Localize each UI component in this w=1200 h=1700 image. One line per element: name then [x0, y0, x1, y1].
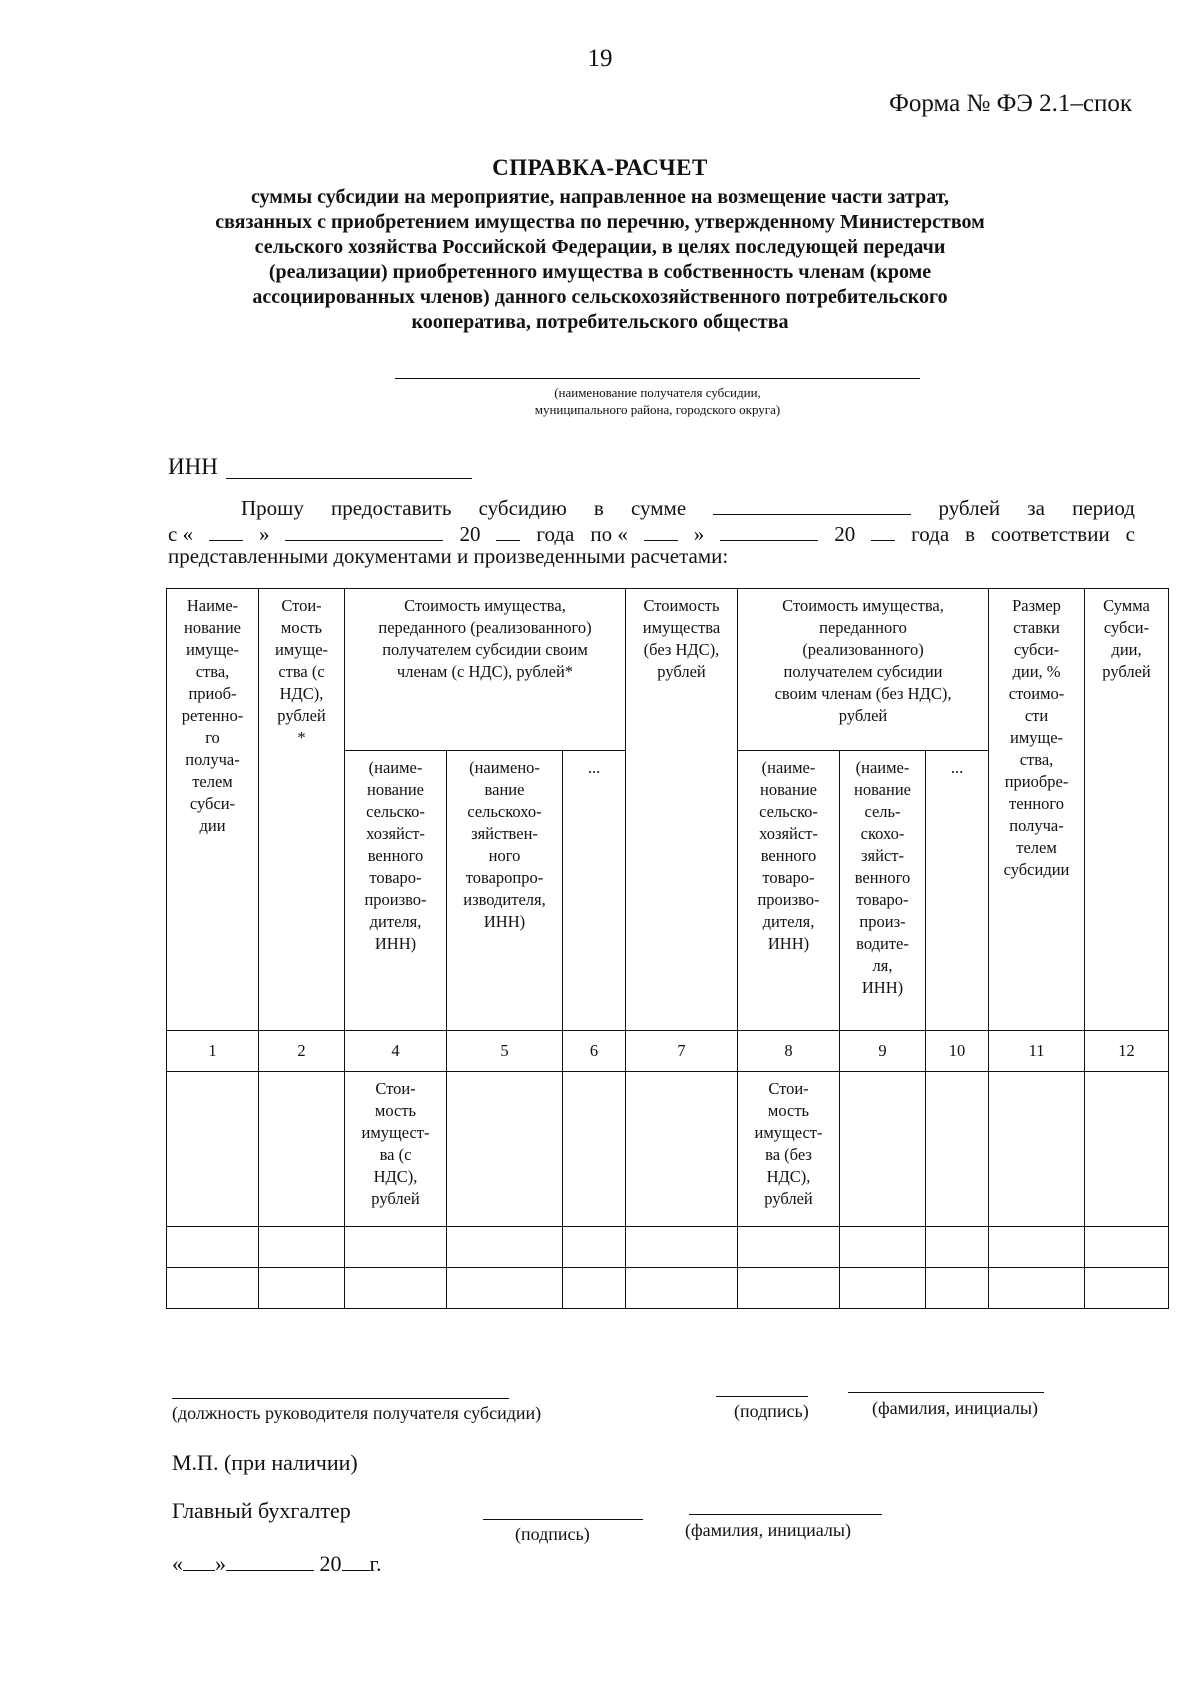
request-word: года: [911, 522, 950, 546]
table-cell[interactable]: [989, 1072, 1085, 1227]
table-cell[interactable]: [447, 1227, 563, 1268]
date-open-quote: «: [172, 1551, 183, 1576]
date-day-field[interactable]: [183, 1548, 215, 1571]
table-cell[interactable]: [259, 1072, 345, 1227]
table-cell[interactable]: [563, 1072, 626, 1227]
signature-field[interactable]: [716, 1396, 808, 1397]
title-line-4: (реализации) приобретенного имущества в собственность членам (кроме: [268, 261, 932, 283]
column-number: 1: [167, 1031, 259, 1072]
request-word: Прошу: [241, 496, 304, 520]
table-cell[interactable]: [989, 1227, 1085, 1268]
header-name: Наиме- нование имуще- ства, приоб- ретенно- го получа- телем субси- дии: [167, 589, 259, 1031]
request-word: с: [1125, 522, 1135, 546]
form-number: Форма № ФЭ 2.1–спок: [889, 90, 1132, 117]
table-cell[interactable]: [989, 1268, 1085, 1309]
header-rate: Размер ставки субси- дии, % стоимо- сти имуще- ства, приобре- тенного получа- телем субсидии: [989, 589, 1085, 1031]
request-paragraph: [168, 493, 1135, 567]
recipient-caption-line-1: (наименование получателя субсидии,: [554, 385, 761, 400]
table-cell[interactable]: [259, 1268, 345, 1309]
column-number: 2: [259, 1031, 345, 1072]
header-group-novat: Стоимость имущества, переданного (реализованного) получателем субсидии своим членам (без НДС), рублей: [738, 589, 989, 751]
table-cell[interactable]: [167, 1268, 259, 1309]
table-cell[interactable]: [626, 1072, 738, 1227]
column-number: 5: [447, 1031, 563, 1072]
table-cell[interactable]: [840, 1227, 926, 1268]
request-line-3: представленными документами и произведенными расчетами:: [168, 544, 729, 568]
header-cost-vat: Стои- мость имуще- ства (с НДС), рублей *: [259, 589, 345, 1031]
table-row: [167, 1227, 1169, 1268]
table-cell[interactable]: [447, 1268, 563, 1309]
start-year-field[interactable]: [496, 519, 520, 541]
document-title: [140, 155, 1060, 335]
header-group-vat: Стоимость имущества, переданного (реализованного) получателем субсидии своим членам (с НДС), рублей*: [345, 589, 626, 751]
date-year-prefix: 20: [319, 1551, 342, 1576]
request-word: по «: [590, 522, 628, 546]
title-line-2: связанных с приобретением имущества по перечню, утвержденному Министерством: [215, 211, 985, 233]
date-line: [172, 1548, 382, 1577]
request-word: »: [693, 522, 705, 546]
date-month-field[interactable]: [226, 1548, 314, 1571]
column-number: 4: [345, 1031, 447, 1072]
name-caption: (фамилия, инициалы): [872, 1398, 1038, 1418]
start-day-field[interactable]: [209, 519, 243, 541]
column-number: 7: [626, 1031, 738, 1072]
date-close-quote: »: [215, 1551, 226, 1576]
request-word: за: [1027, 496, 1045, 520]
start-month-field[interactable]: [285, 519, 443, 541]
recipient-caption-line-2: муниципального района, городского округа): [534, 402, 781, 417]
title-line-3: сельского хозяйства Российской Федерации, в целях последующей передачи: [254, 236, 946, 258]
header-cost-novat: Стоимость имущества (без НДС), рублей: [626, 589, 738, 1031]
title-line-1: суммы субсидии на мероприятие, направленное на возмещение части затрат,: [250, 186, 950, 208]
request-word: 20: [834, 522, 856, 546]
table-cell[interactable]: [926, 1227, 989, 1268]
table-cell[interactable]: [167, 1072, 259, 1227]
table-cell[interactable]: [840, 1268, 926, 1309]
table-cell[interactable]: [259, 1227, 345, 1268]
request-word: предоставить: [331, 496, 452, 520]
table-cell[interactable]: [926, 1072, 989, 1227]
table-cell[interactable]: [1085, 1227, 1169, 1268]
table-row: [167, 1268, 1169, 1309]
title-line-5: ассоциированных членов) данного сельскохозяйственного потребительского: [252, 286, 948, 308]
header-sum: Сумма субси- дии, рублей: [1085, 589, 1169, 1031]
table-cell[interactable]: [345, 1268, 447, 1309]
request-word: в: [965, 522, 976, 546]
table-cell[interactable]: [563, 1268, 626, 1309]
column-number: 6: [563, 1031, 626, 1072]
column-number: 11: [989, 1031, 1085, 1072]
request-word: соответствии: [991, 522, 1110, 546]
request-word: в: [593, 496, 604, 520]
stamp-label: М.П. (при наличии): [172, 1450, 358, 1475]
column-number: 9: [840, 1031, 926, 1072]
header-ellipsis-col6: ...: [563, 751, 626, 1031]
calculation-table: [166, 588, 1169, 1309]
request-word: »: [259, 522, 270, 546]
accountant-signature-caption: (подпись): [515, 1524, 590, 1544]
table-cell[interactable]: [926, 1268, 989, 1309]
column-number: 12: [1085, 1031, 1169, 1072]
amount-field[interactable]: [713, 493, 911, 515]
page-number: 19: [587, 45, 613, 72]
accountant-name-field[interactable]: [689, 1514, 882, 1515]
title-line-6: кооператива, потребительского общества: [411, 311, 789, 333]
table-cell[interactable]: [1085, 1072, 1169, 1227]
name-field[interactable]: [848, 1392, 1044, 1393]
recipient-name-field[interactable]: [395, 378, 920, 379]
header-producer-col8: (наиме- нование сельско- хозяйст- венного товаро- произво- дителя, ИНН): [738, 751, 840, 1031]
request-word: рублей: [938, 496, 1001, 520]
table-cell[interactable]: [345, 1227, 447, 1268]
request-word: с «: [168, 522, 194, 546]
signature-caption: (подпись): [734, 1401, 809, 1421]
request-word: субсидию: [478, 496, 567, 520]
end-day-field[interactable]: [644, 519, 678, 541]
row-label-cost-vat: Стои- мость имущест- ва (с НДС), рублей: [345, 1072, 447, 1227]
table-cell[interactable]: [447, 1072, 563, 1227]
table-cell[interactable]: [738, 1227, 840, 1268]
table-cell[interactable]: [738, 1268, 840, 1309]
request-word: 20: [459, 522, 481, 546]
position-field[interactable]: [172, 1398, 509, 1399]
inn-field[interactable]: [226, 478, 472, 479]
date-suffix: г.: [369, 1551, 382, 1576]
request-word: сумме: [631, 496, 687, 520]
header-producer-col9: (наиме- нование сель- скохо- зяйст- венного товаро- произ- водите- ля, ИНН): [840, 751, 926, 1031]
title-main: СПРАВКА-РАСЧЕТ: [492, 155, 708, 180]
date-year-field[interactable]: [342, 1548, 370, 1571]
header-producer-col5: (наимено- вание сельскохо- зяйствен- ного товаропро- изводителя, ИНН): [447, 751, 563, 1031]
recipient-caption: [395, 384, 920, 418]
column-number: 8: [738, 1031, 840, 1072]
column-number: 10: [926, 1031, 989, 1072]
end-year-field[interactable]: [871, 519, 895, 541]
table-cell[interactable]: [626, 1268, 738, 1309]
header-producer-col4: (наиме- нование сельско- хозяйст- венного товаро- произво- дителя, ИНН): [345, 751, 447, 1031]
table-cell[interactable]: [1085, 1268, 1169, 1309]
table-cell[interactable]: [167, 1227, 259, 1268]
request-word: период: [1072, 496, 1135, 520]
inn-label: ИНН: [168, 454, 218, 479]
table-cell[interactable]: [840, 1072, 926, 1227]
end-month-field[interactable]: [720, 519, 818, 541]
header-ellipsis-col10: ...: [926, 751, 989, 1031]
row-label-cost-novat: Стои- мость имущест- ва (без НДС), рублей: [738, 1072, 840, 1227]
chief-accountant-label: Главный бухгалтер: [172, 1498, 351, 1523]
table-cell[interactable]: [563, 1227, 626, 1268]
table-cell[interactable]: [626, 1227, 738, 1268]
accountant-name-caption: (фамилия, инициалы): [685, 1520, 851, 1540]
accountant-signature-field[interactable]: [483, 1519, 643, 1520]
request-word: года: [536, 522, 575, 546]
position-caption: (должность руководителя получателя субсидии): [172, 1403, 542, 1423]
